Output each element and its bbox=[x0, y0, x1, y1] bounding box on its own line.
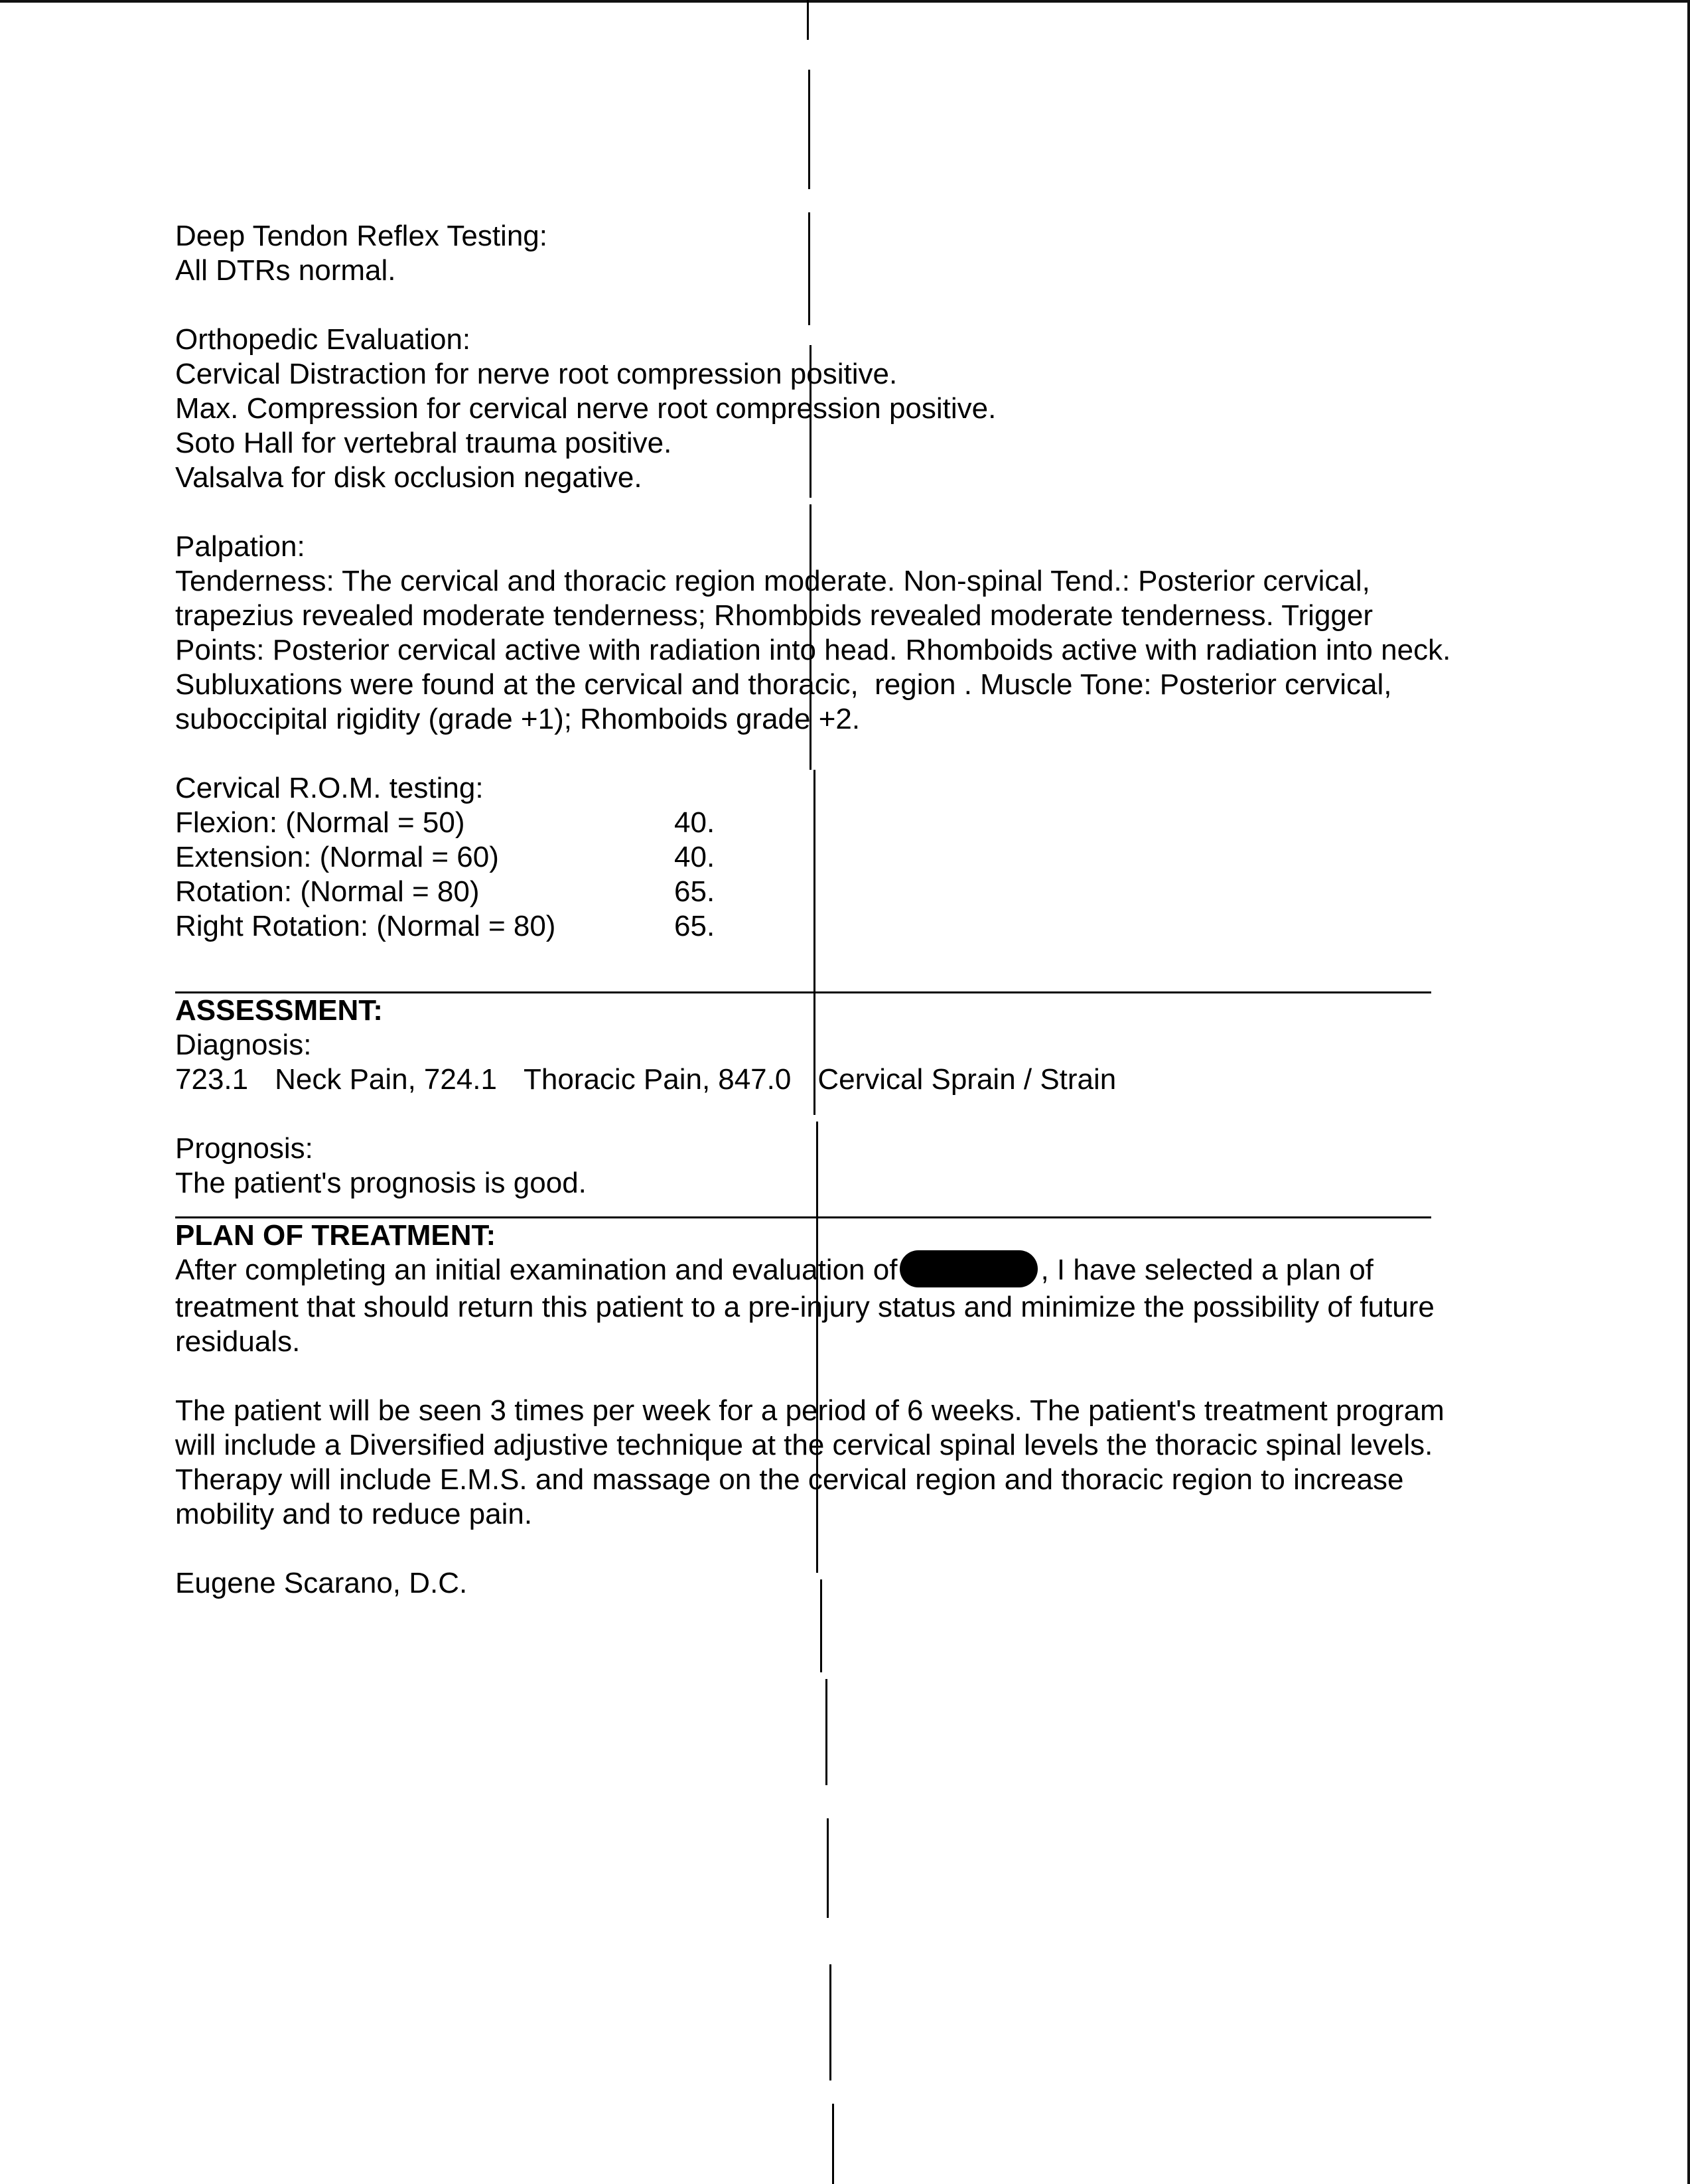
diagnosis-code: 723.1 bbox=[175, 1063, 249, 1096]
redaction-mark bbox=[900, 1250, 1038, 1287]
plan-paragraph-1-line: residuals. bbox=[175, 1325, 301, 1358]
plan-paragraph-2-line: will include a Diversified adjustive technique at the cervical spinal levels the thoracic spinal levels. bbox=[175, 1429, 1433, 1462]
diagnosis-code: 724.1 bbox=[423, 1063, 497, 1096]
orthopedic-item: Soto Hall for vertebral trauma positive. bbox=[175, 427, 672, 459]
rom-label: Flexion: (Normal = 50) bbox=[175, 806, 465, 839]
rom-row bbox=[175, 806, 715, 840]
palpation-line: suboccipital rigidity (grade +1); Rhomboids grade +2. bbox=[175, 703, 861, 735]
rom-value: 40. bbox=[674, 806, 715, 839]
diagnosis-name: Thoracic Pain, bbox=[523, 1063, 711, 1096]
dtr-text: All DTRs normal. bbox=[175, 254, 396, 287]
scan-artifact-line bbox=[829, 1964, 831, 2080]
rom-value: 40. bbox=[674, 841, 715, 873]
palpation-line: trapezius revealed moderate tenderness; Rhomboids revealed moderate tenderness. Trigger bbox=[175, 599, 1373, 632]
palpation-line: Subluxations were found at the cervical and thoracic, region . Muscle Tone: Posterior cervical, bbox=[175, 668, 1392, 701]
rom-value: 65. bbox=[674, 875, 715, 908]
assessment-heading: ASSESSMENT: bbox=[175, 994, 383, 1027]
prognosis-label: Prognosis: bbox=[175, 1132, 313, 1165]
dtr-heading: Deep Tendon Reflex Testing: bbox=[175, 220, 547, 252]
plan-text-before: After completing an initial examination and evaluation of bbox=[175, 1254, 898, 1286]
rom-row bbox=[175, 909, 715, 944]
report-content bbox=[175, 219, 1529, 1601]
scan-artifact-line bbox=[832, 2104, 834, 2184]
scan-artifact-line bbox=[825, 1679, 827, 1785]
diagnosis-label: Diagnosis: bbox=[175, 1029, 312, 1061]
rom-label: Extension: (Normal = 60) bbox=[175, 841, 499, 873]
scan-artifact-line bbox=[807, 0, 809, 40]
diagnosis-name: Neck Pain, bbox=[275, 1063, 416, 1096]
scan-right-border bbox=[1687, 0, 1690, 2184]
rom-heading: Cervical R.O.M. testing: bbox=[175, 772, 484, 804]
plan-paragraph-2-line: mobility and to reduce pain. bbox=[175, 1498, 533, 1531]
plan-text-after: , I have selected a plan of bbox=[1040, 1254, 1373, 1286]
palpation-line: Points: Posterior cervical active with radiation into head. Rhomboids active with radiation into neck. bbox=[175, 634, 1451, 666]
plan-paragraph-2-line: The patient will be seen 3 times per week for a period of 6 weeks. The patient's treatment program bbox=[175, 1394, 1444, 1427]
orthopedic-item: Max. Compression for cervical nerve root compression positive. bbox=[175, 392, 997, 425]
rom-value: 65. bbox=[674, 910, 715, 942]
orthopedic-item: Cervical Distraction for nerve root compression positive. bbox=[175, 358, 898, 390]
rom-label: Right Rotation: (Normal = 80) bbox=[175, 910, 556, 942]
orthopedic-heading: Orthopedic Evaluation: bbox=[175, 323, 471, 356]
palpation-line: Tenderness: The cervical and thoracic region moderate. Non-spinal Tend.: Posterior cervical, bbox=[175, 565, 1370, 597]
orthopedic-item: Valsalva for disk occlusion negative. bbox=[175, 461, 642, 494]
scan-top-border bbox=[0, 0, 1690, 3]
prognosis-text: The patient's prognosis is good. bbox=[175, 1167, 587, 1199]
diagnosis-list bbox=[175, 1062, 1529, 1097]
rom-row bbox=[175, 840, 715, 875]
signature: Eugene Scarano, D.C. bbox=[175, 1567, 468, 1600]
rom-row bbox=[175, 875, 715, 909]
plan-paragraph-1-line: treatment that should return this patient to a pre-injury status and minimize the possibility of future bbox=[175, 1291, 1435, 1324]
rom-label: Rotation: (Normal = 80) bbox=[175, 875, 480, 908]
diagnosis-code: 847.0 bbox=[718, 1063, 792, 1096]
diagnosis-name: Cervical Sprain / Strain bbox=[817, 1063, 1117, 1096]
plan-heading: PLAN OF TREATMENT: bbox=[175, 1219, 496, 1252]
palpation-heading: Palpation: bbox=[175, 530, 305, 563]
rom-table bbox=[175, 806, 715, 944]
plan-paragraph-2-line: Therapy will include E.M.S. and massage on the cervical region and thoracic region to increase bbox=[175, 1463, 1404, 1496]
plan-paragraph-1-line bbox=[175, 1253, 1529, 1290]
scan-artifact-line bbox=[808, 70, 810, 189]
scan-artifact-line bbox=[827, 1818, 829, 1918]
